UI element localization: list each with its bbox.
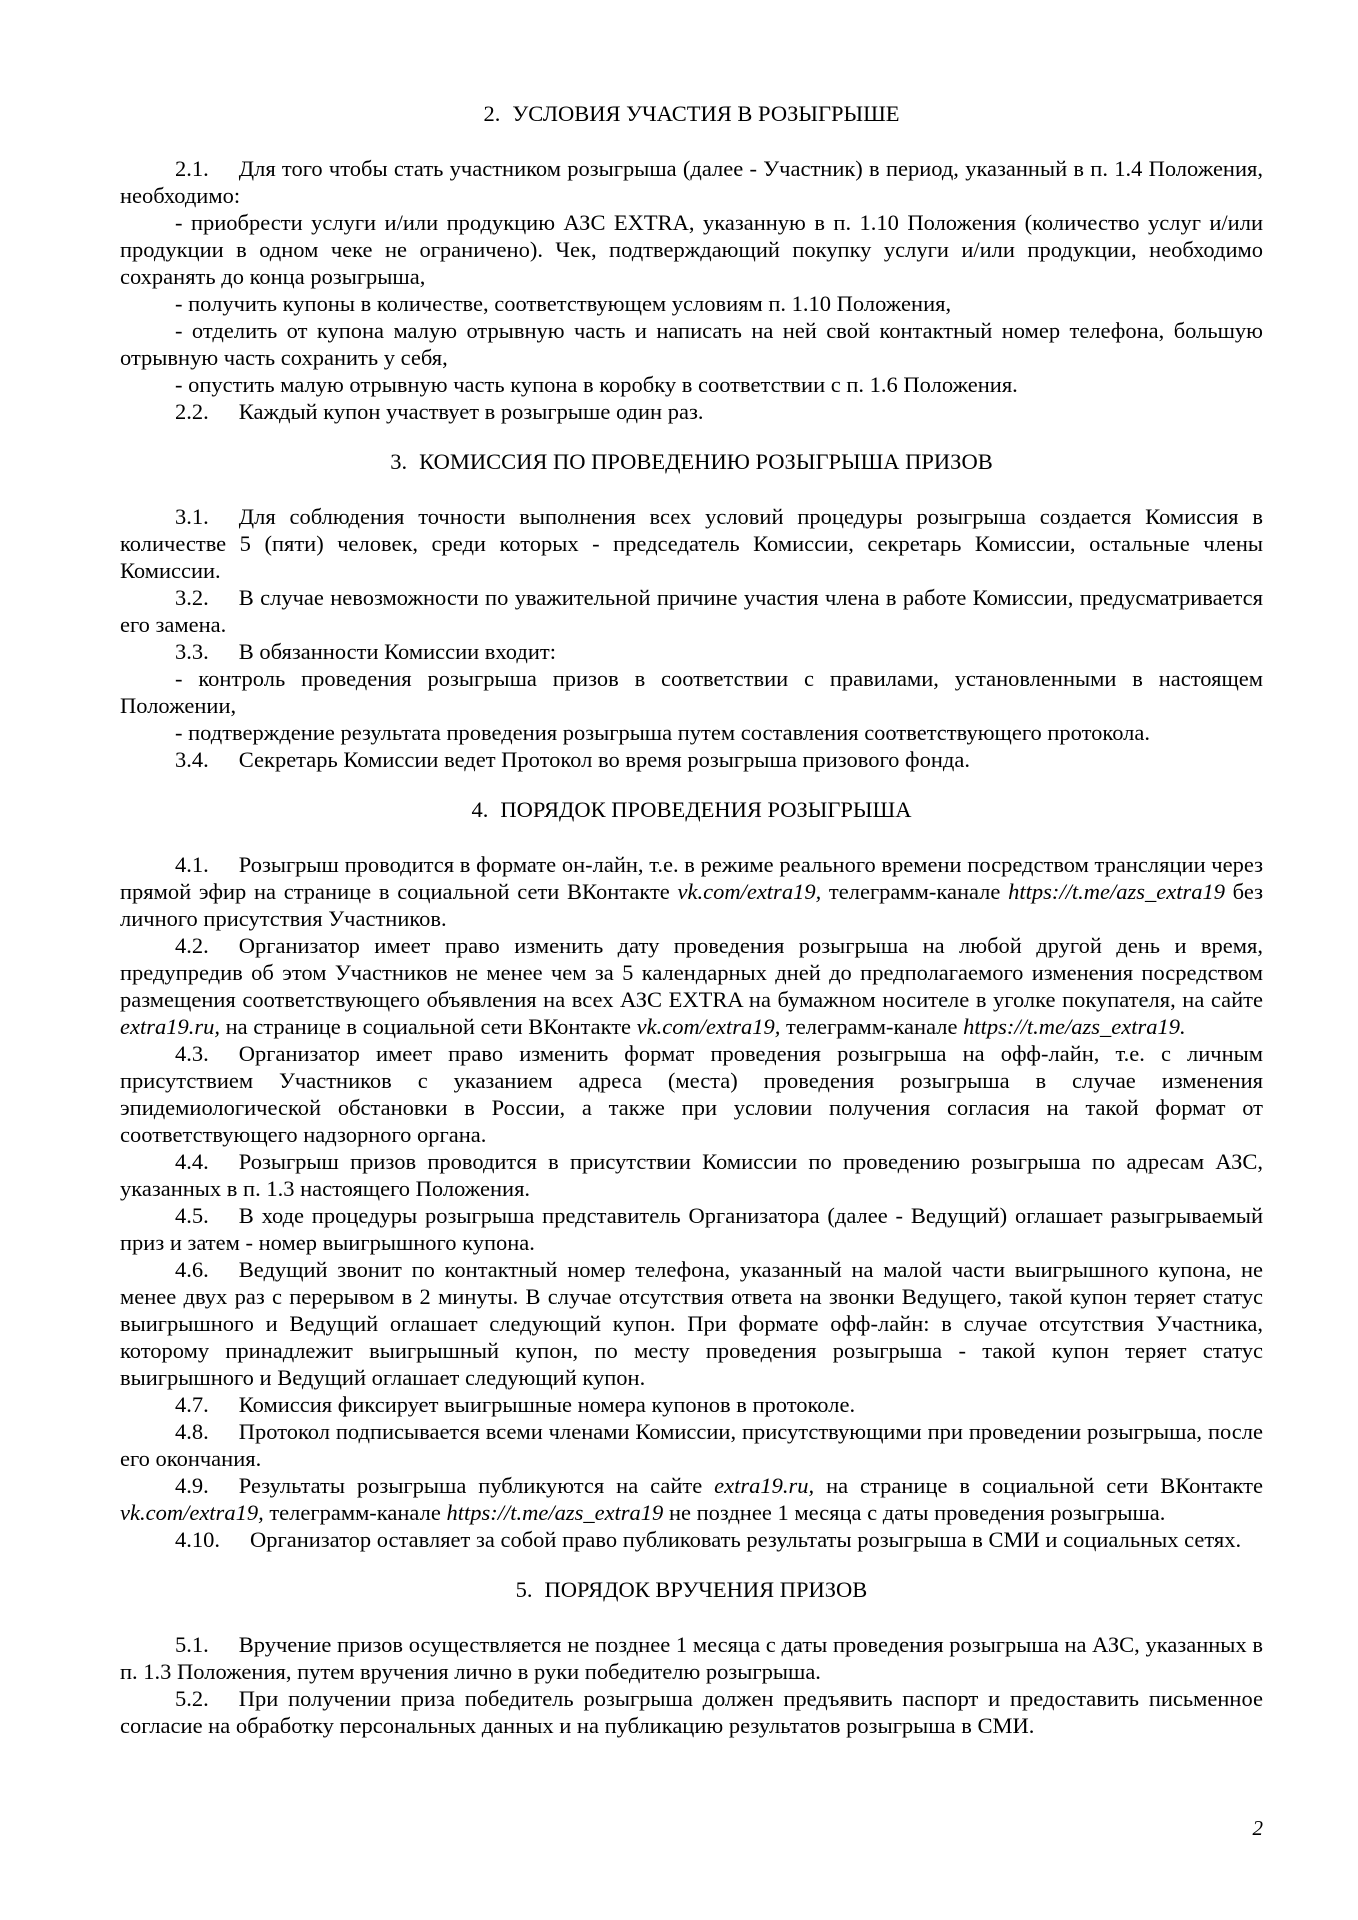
paragraph-text: Секретарь Комиссии ведет Протокол во время розыгрыша призового фонда. (238, 747, 970, 772)
clause-number: 3.3. (175, 639, 209, 664)
section-heading (120, 1576, 1263, 1603)
paragraph-text: При получении приза победитель розыгрыша должен предъявить паспорт и предоставить письменное согласие на обработку персональных данных и на публикацию результатов розыгрыша в СМИ. (120, 1686, 1263, 1738)
section-number: 5. (515, 1577, 533, 1602)
section-heading (120, 100, 1263, 127)
document-section (120, 100, 1263, 425)
paragraph-text: телеграмм-канале (821, 879, 1009, 904)
paragraph (120, 1148, 1263, 1202)
section-number: 4. (471, 797, 489, 822)
paragraph (120, 932, 1263, 1040)
clause-number: 2.2. (175, 399, 209, 424)
paragraph-text: - опустить малую отрывную часть купона в коробку в соответствии с п. 1.6 Положения. (175, 372, 1018, 397)
paragraph (120, 1685, 1263, 1739)
paragraph-text: Для соблюдения точности выполнения всех условий процедуры розыгрыша создается Комиссия в количестве 5 (пяти) человек, среди которых - председатель Комиссии, секретарь Комиссии, остальные члены Комиссии. (120, 504, 1263, 583)
paragraph (120, 746, 1263, 773)
paragraph-text: без личного присутствия Участников. (120, 879, 1263, 931)
paragraph (120, 1256, 1263, 1391)
paragraph-text: Для того чтобы стать участником розыгрыша (далее - Участник) в период, указанный в п. 1.4 Положения, необходимо: (120, 156, 1263, 208)
paragraph-text: на странице в социальной сети ВКонтакте (814, 1473, 1263, 1498)
clause-number: 2.1. (175, 156, 209, 181)
paragraph (120, 290, 1263, 317)
clause-number: 5.1. (175, 1632, 209, 1657)
italic-url-text: vk.com/extra19, (636, 1014, 781, 1039)
paragraph-text: Организатор оставляет за собой право публиковать результаты розыгрыша в СМИ и социальных сетях. (250, 1527, 1242, 1552)
document-section (120, 1576, 1263, 1739)
paragraph-text: Вручение призов осуществляется не позднее 1 месяца с даты проведения розыгрыша на АЗС, указанных в п. 1.3 Положения, путем вручения лично в руки победителю розыгрыша. (120, 1632, 1263, 1684)
italic-url-text: vk.com/extra19, (677, 879, 822, 904)
paragraph-text: - приобрести услуги и/или продукцию АЗС EXTRA, указанную в п. 1.10 Положения (количество услуг и/или продукции в одном чеке не ограничено). Чек, подтверждающий покупку услуги и/или продукции, необходимо сохранять до конца розыгрыша, (120, 210, 1263, 289)
section-title: ПОРЯДОК ВРУЧЕНИЯ ПРИЗОВ (544, 1577, 868, 1602)
clause-number: 4.6. (175, 1257, 209, 1282)
page-number: 2 (1252, 1816, 1263, 1840)
paragraph-text: - подтверждение результата проведения розыгрыша путем составления соответствующего протокола. (175, 720, 1151, 745)
paragraph (120, 1202, 1263, 1256)
clause-number: 4.9. (175, 1473, 209, 1498)
section-number: 2. (483, 101, 501, 126)
clause-number: 4.4. (175, 1149, 209, 1174)
paragraph (120, 398, 1263, 425)
paragraph-text: Результаты розыгрыша публикуются на сайте (238, 1473, 715, 1498)
clause-number: 3.4. (175, 747, 209, 772)
section-title: КОМИССИЯ ПО ПРОВЕДЕНИЮ РОЗЫГРЫША ПРИЗОВ (419, 449, 993, 474)
paragraph (120, 155, 1263, 209)
clause-number: 4.1. (175, 852, 209, 877)
paragraph-text: Протокол подписывается всеми членами Комиссии, присутствующими при проведении розыгрыша, после его окончания. (120, 1419, 1263, 1471)
paragraph-text: Организатор имеет право изменить формат проведения розыгрыша на офф-лайн, т.е. с личным присутствием Участников с указанием адреса (места) проведения розыгрыша в случае изменения эпидемиологической обстановки в России, а также при условии получения согласия на такой формат от соответствующего надзорного органа. (120, 1041, 1263, 1147)
paragraph-text: Комиссия фиксирует выигрышные номера купонов в протоколе. (238, 1392, 856, 1417)
document-body (120, 100, 1263, 1739)
paragraph-text: - контроль проведения розыгрыша призов в соответствии с правилами, установленными в настоящем Положении, (120, 666, 1263, 718)
paragraph-text: - получить купоны в количестве, соответствующем условиям п. 1.10 Положения, (175, 291, 952, 316)
paragraph (120, 851, 1263, 932)
section-title: ПОРЯДОК ПРОВЕДЕНИЯ РОЗЫГРЫША (500, 797, 912, 822)
paragraph (120, 1526, 1263, 1553)
paragraph (120, 665, 1263, 719)
paragraph (120, 584, 1263, 638)
clause-number: 3.1. (175, 504, 209, 529)
paragraph-text: на странице в социальной сети ВКонтакте (220, 1014, 637, 1039)
paragraph-text: не позднее 1 месяца с даты проведения розыгрыша. (663, 1500, 1166, 1525)
paragraph (120, 1472, 1263, 1526)
paragraph (120, 719, 1263, 746)
paragraph-text: телеграмм-канале (263, 1500, 447, 1525)
italic-url-text: vk.com/extra19, (120, 1500, 264, 1525)
clause-number: 4.2. (175, 933, 209, 958)
paragraph (120, 317, 1263, 371)
paragraph-text: В ходе процедуры розыгрыша представитель Организатора (далее - Ведущий) оглашает разыгрываемый приз и затем - номер выигрышного купона. (120, 1203, 1263, 1255)
paragraph-text: - отделить от купона малую отрывную часть и написать на ней свой контактный номер телефона, большую отрывную часть сохранить у себя, (120, 318, 1263, 370)
italic-url-text: https://t.me/azs_extra19. (963, 1014, 1186, 1039)
paragraph-text: телеграмм-канале (780, 1014, 964, 1039)
paragraph (120, 1631, 1263, 1685)
paragraph-text: Розыгрыш проводится в формате он-лайн, т.е. в режиме реального времени посредством трансляции через прямой эфир на странице в социальной сети ВКонтакте (120, 852, 1263, 904)
clause-number: 5.2. (175, 1686, 209, 1711)
document-section (120, 796, 1263, 1553)
paragraph-text: Ведущий звонит по контактный номер телефона, указанный на малой части выигрышного купона, не менее двух раз с перерывом в 2 минуты. В случае отсутствия ответа на звонки Ведущего, такой купон теряет статус выигрышного и Ведущий оглашает следующий купон. При формате офф-лайн: в случае отсутствия Участника, которому принадлежит выигрышный купон, по месту проведения розыгрыша - такой купон теряет статус выигрышного и Ведущий оглашает следующий купон. (120, 1257, 1263, 1390)
italic-url-text: extra19.ru, (120, 1014, 220, 1039)
paragraph-text: В обязанности Комиссии входит: (238, 639, 556, 664)
section-number: 3. (390, 449, 408, 474)
clause-number: 4.5. (175, 1203, 209, 1228)
section-heading (120, 448, 1263, 475)
italic-url-text: https://t.me/azs_extra19 (446, 1500, 664, 1525)
paragraph (120, 1040, 1263, 1148)
italic-url-text: extra19.ru, (714, 1473, 815, 1498)
paragraph (120, 1391, 1263, 1418)
clause-number: 3.2. (175, 585, 209, 610)
section-title: УСЛОВИЯ УЧАСТИЯ В РОЗЫГРЫШЕ (512, 101, 900, 126)
paragraph-text: Розыгрыш призов проводится в присутствии Комиссии по проведению розыгрыша по адресам АЗС, указанных в п. 1.3 настоящего Положения. (120, 1149, 1263, 1201)
paragraph-text: В случае невозможности по уважительной причине участия члена в работе Комиссии, предусматривается его замена. (120, 585, 1263, 637)
clause-number: 4.3. (175, 1041, 209, 1066)
paragraph-text: Каждый купон участвует в розыгрыше один раз. (238, 399, 704, 424)
paragraph (120, 1418, 1263, 1472)
document-section (120, 448, 1263, 773)
paragraph-text: Организатор имеет право изменить дату проведения розыгрыша на любой другой день и время, предупредив об этом Участников не менее чем за 5 календарных дней до предполагаемого изменения посредством размещения соответствующего объявления на всех АЗС EXTRA на бумажном носителе в уголке покупателя, на сайте (120, 933, 1263, 1012)
clause-number: 4.7. (175, 1392, 209, 1417)
paragraph (120, 371, 1263, 398)
paragraph (120, 503, 1263, 584)
section-heading (120, 796, 1263, 823)
paragraph (120, 209, 1263, 290)
clause-number: 4.10. (175, 1527, 220, 1552)
paragraph (120, 638, 1263, 665)
clause-number: 4.8. (175, 1419, 209, 1444)
italic-url-text: https://t.me/azs_extra19 (1008, 879, 1225, 904)
